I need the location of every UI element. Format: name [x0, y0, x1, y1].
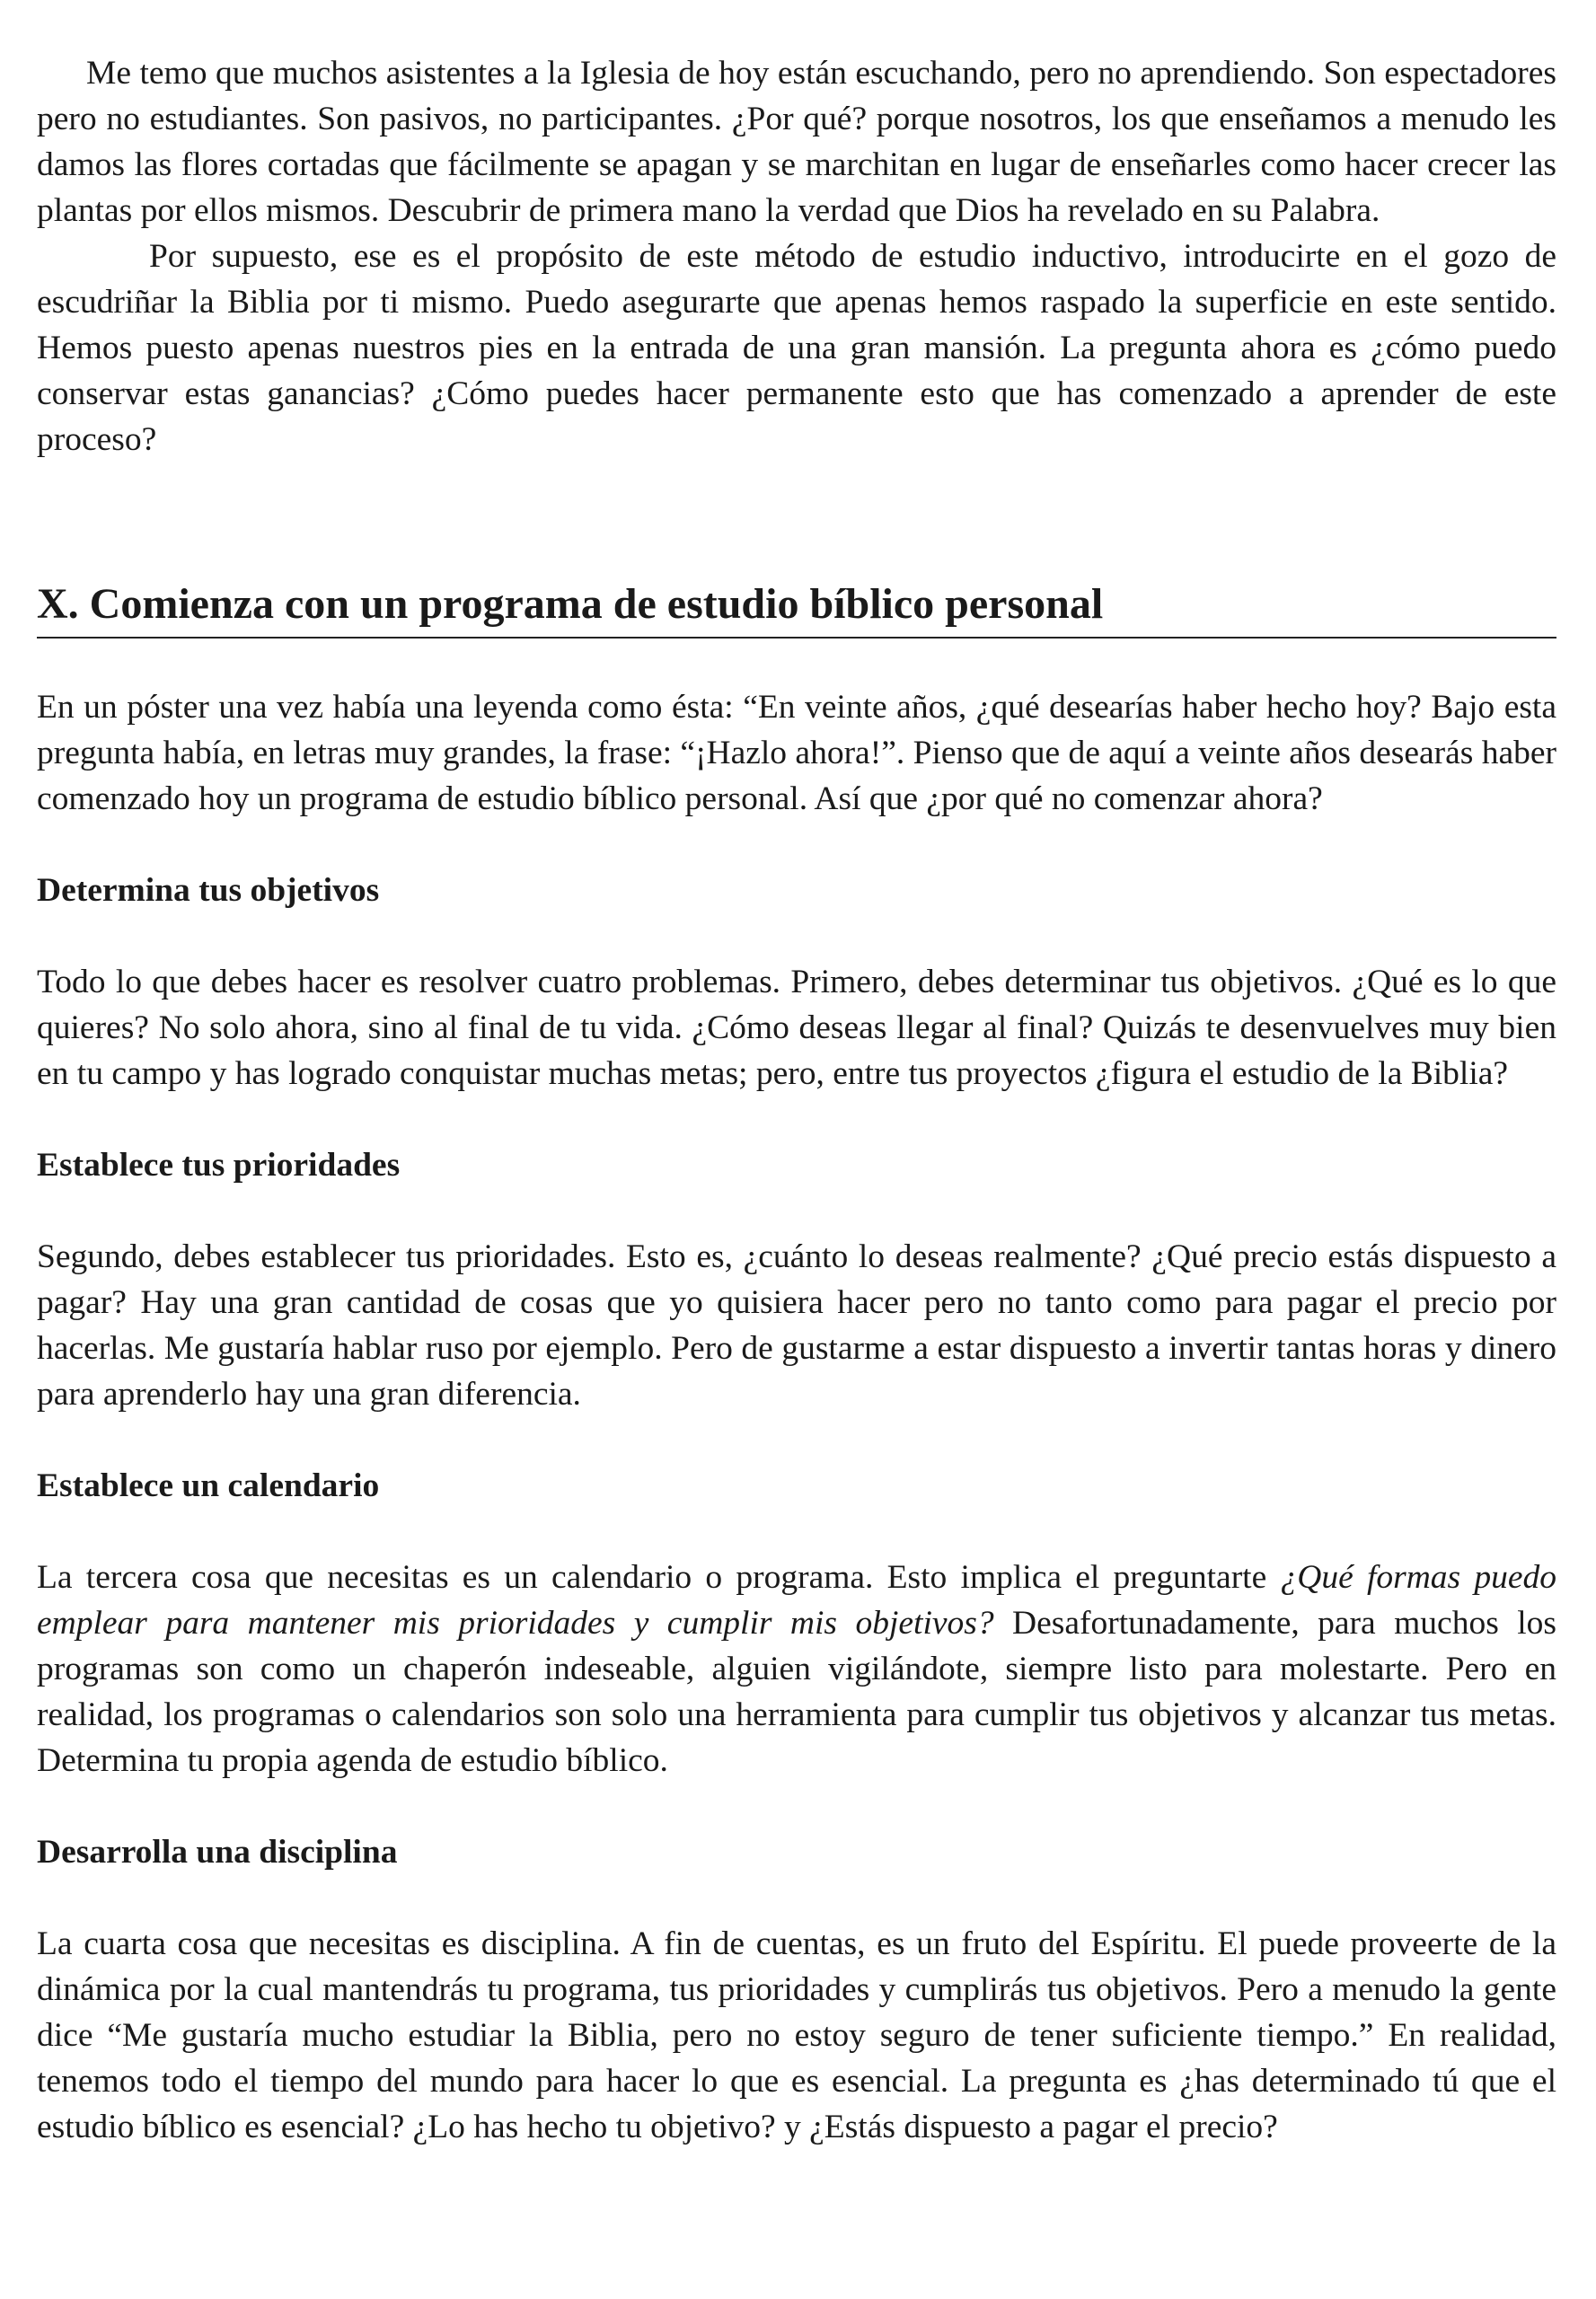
subheading-calendario: Establece un calendario — [37, 1467, 380, 1504]
paragraph-calendario-italic-question: ¿Qué formas puedo emplear para mantener mis prioridades y cumplir mis objetivos? — [37, 1559, 1556, 1642]
paragraph-calendario — [37, 1555, 1556, 1784]
section-intro-paragraph: En un póster una vez había una leyenda como ésta: “En veinte años, ¿qué desearías haber hecho hoy? Bajo esta pregunta había, en letras muy grandes, la frase: “¡Hazlo ahora!”. Pienso que de aquí a veinte años desearás haber comenzado hoy un programa de estudio bíblico personal. Así que ¿por qué no comenzar ahora? — [37, 689, 1556, 817]
paragraph-disciplina: La cuarta cosa que necesitas es disciplina. A fin de cuentas, es un fruto del Espíritu. El puede proveerte de la dinámica por la cual mantendrás tu programa, tus prioridades y cumplirás tus objetivos. Pero a menudo la gente dice “Me gustaría mucho estudiar la Biblia, pero no estoy seguro de tener suficiente tiempo.” En realidad, tenemos todo el tiempo del mundo para hacer lo que es esencial. La pregunta es ¿has determinado tú que el estudio bíblico es esencial? ¿Lo has hecho tu objetivo? y ¿Estás dispuesto a pagar el precio? — [37, 1925, 1556, 2145]
section-title: X. Comienza con un programa de estudio bíblico personal — [37, 577, 1556, 639]
paragraph-objetivos: Todo lo que debes hacer es resolver cuatro problemas. Primero, debes determinar tus objetivos. ¿Qué es lo que quieres? No solo ahora, sino al final de tu vida. ¿Cómo deseas llegar al final? Quizás te desenvuelves muy bien en tu campo y has logrado conquistar muchas metas; pero, entre tus proyectos ¿figura el estudio de la Biblia? — [37, 964, 1556, 1092]
intro-paragraph-1: Me temo que muchos asistentes a la Iglesia de hoy están escuchando, pero no aprendiendo. Son espectadores pero no estudiantes. Son pasivos, no participantes. ¿Por qué? porque nosotros, los que enseñamos a menudo les damos las flores cortadas que fácilmente se apagan y se marchitan en lugar de enseñarles como hacer crecer las plantas por ellos mismos. Descubrir de primera mano la verdad que Dios ha revelado en su Palabra. — [37, 55, 1556, 229]
subheading-disciplina: Desarrolla una disciplina — [37, 1834, 398, 1871]
paragraph-calendario-text-end: Desafortunadamente, para muchos los programas son como un chaperón indeseable, alguien vigilándote, siempre listo para molestarte. Pero en realidad, los programas o calendarios son solo una herramienta para cumplir tus objetivos y alcanzar tus metas. Determina tu propia agenda de estudio bíblico. — [37, 1605, 1557, 1779]
paragraph-calendario-text-start: La tercera cosa que necesitas es un calendario o programa. Esto implica el preguntarte — [37, 1559, 1281, 1596]
intro-paragraph-2: Por supuesto, ese es el propósito de este método de estudio inductivo, introducirte en el gozo de escudriñar la Biblia por ti mismo. Puedo asegurarte que apenas hemos raspado la superficie en este sentido. Hemos puesto apenas nuestros pies en la entrada de una gran mansión. La pregunta ahora es ¿cómo puedo conservar estas ganancias? ¿Cómo puedes hacer permanente esto que has comenzado a aprender de este proceso? — [37, 238, 1556, 458]
subheading-prioridades: Establece tus prioridades — [37, 1147, 401, 1184]
document-page — [37, 50, 1556, 2150]
paragraph-prioridades: Segundo, debes establecer tus prioridades. Esto es, ¿cuánto lo deseas realmente? ¿Qué precio estás dispuesto a pagar? Hay una gran cantidad de cosas que yo quisiera hacer pero no tanto como para pagar el precio por hacerlas. Me gustaría hablar ruso por ejemplo. Pero de gustarme a estar dispuesto a invertir tantas horas y dinero para aprenderlo hay una gran diferencia. — [37, 1238, 1556, 1413]
subheading-objetivos: Determina tus objetivos — [37, 872, 380, 909]
